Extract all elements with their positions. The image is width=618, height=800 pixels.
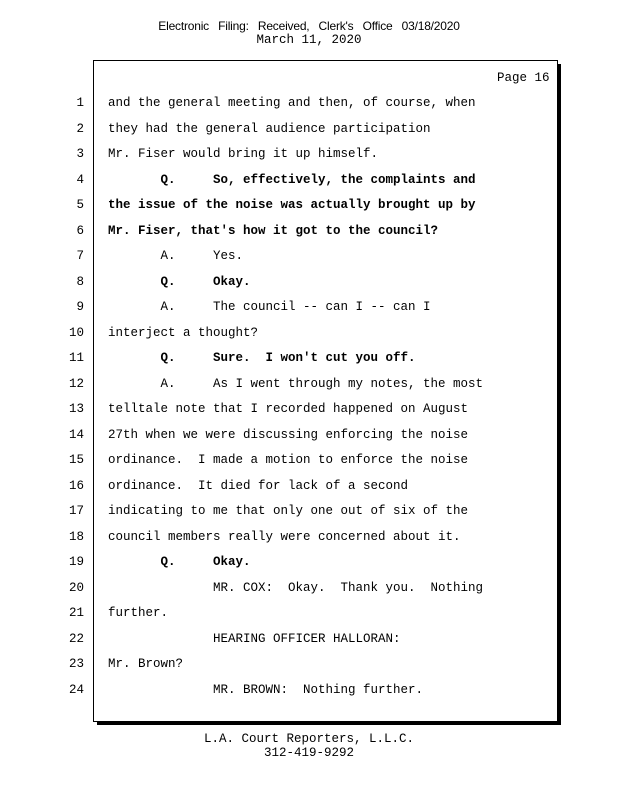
line-number: 9	[76, 300, 84, 314]
line-text: Mr. Brown?	[108, 657, 184, 671]
transcript-line	[0, 95, 618, 120]
line-text: telltale note that I recorded happened on August	[108, 402, 469, 416]
transcript-line	[0, 223, 618, 248]
line-number: 1	[76, 96, 84, 110]
line-number: 16	[68, 478, 84, 493]
line-number: 11	[68, 351, 84, 365]
line-number: 10	[68, 325, 84, 340]
transcript-line	[0, 427, 618, 452]
filing-header	[0, 19, 618, 47]
line-number: 17	[68, 504, 84, 518]
page-shadow-bottom	[97, 722, 561, 725]
page-number: Page 16	[497, 71, 550, 85]
transcript-line	[0, 248, 618, 273]
reporter-footer	[0, 732, 618, 760]
line-number: 22	[68, 631, 84, 646]
line-text: A. As I went through my notes, the most	[108, 376, 484, 391]
line-text: 27th when we were discussing enforcing the noise	[108, 427, 469, 442]
line-text: Mr. Fiser, that's how it got to the council?	[108, 223, 439, 238]
transcript-line	[0, 325, 618, 350]
line-text: ordinance. I made a motion to enforce the noise	[108, 453, 469, 467]
transcript-line	[0, 503, 618, 528]
line-number: 24	[68, 682, 84, 697]
line-text: HEARING OFFICER HALLORAN:	[108, 631, 401, 646]
line-text: interject a thought?	[108, 325, 259, 340]
transcript-line	[0, 274, 618, 299]
transcript-line	[0, 529, 618, 554]
line-number: 6	[76, 223, 84, 238]
transcript-line	[0, 682, 618, 707]
line-number: 14	[68, 427, 84, 442]
line-text: Q. Okay.	[108, 555, 251, 569]
transcript-line	[0, 452, 618, 477]
line-number: 3	[76, 147, 84, 161]
line-text: Mr. Fiser would bring it up himself.	[108, 147, 379, 161]
transcript-line	[0, 121, 618, 146]
line-number: 18	[68, 529, 84, 544]
line-text: Q. Sure. I won't cut you off.	[108, 351, 416, 365]
line-text: Q. Okay.	[108, 274, 251, 289]
line-text: A. The council -- can I -- can I	[108, 300, 431, 314]
transcript-line	[0, 376, 618, 401]
line-number: 4	[76, 172, 84, 187]
transcript-line	[0, 401, 618, 426]
transcript-line	[0, 554, 618, 579]
transcript-line	[0, 197, 618, 222]
line-text: and the general meeting and then, of course, when	[108, 96, 476, 110]
transcript-line	[0, 656, 618, 681]
transcript-line	[0, 605, 618, 630]
line-number: 21	[68, 606, 84, 620]
line-text: they had the general audience participation	[108, 121, 431, 136]
transcript-line	[0, 299, 618, 324]
transcript-line	[0, 631, 618, 656]
line-text: MR. COX: Okay. Thank you. Nothing	[108, 580, 484, 595]
line-number: 13	[68, 402, 84, 416]
reporter-phone: 312-419-9292	[263, 746, 354, 760]
efiling-stamp: Electronic Filing: Received, Clerk's Office 03/18/2020	[158, 19, 460, 33]
line-text: MR. BROWN: Nothing further.	[108, 682, 424, 697]
line-number: 20	[68, 580, 84, 595]
line-number: 5	[76, 198, 84, 212]
line-text: council members really were concerned about it.	[108, 529, 461, 544]
line-number: 23	[68, 657, 84, 671]
line-text: the issue of the noise was actually brought up by	[108, 198, 476, 212]
transcript-line	[0, 580, 618, 605]
line-number: 8	[76, 274, 84, 289]
line-number: 2	[76, 121, 84, 136]
line-number: 7	[76, 249, 84, 263]
transcript-line	[0, 146, 618, 171]
line-text: further.	[108, 606, 169, 620]
line-text: indicating to me that only one out of six of the	[108, 504, 469, 518]
line-text: ordinance. It died for lack of a second	[108, 478, 409, 493]
reporter-company: L.A. Court Reporters, L.L.C.	[203, 732, 415, 746]
line-number: 19	[68, 555, 84, 569]
transcript-line	[0, 478, 618, 503]
line-number: 15	[68, 453, 84, 467]
line-text: A. Yes.	[108, 249, 244, 263]
line-text: Q. So, effectively, the complaints and	[108, 172, 476, 187]
transcript-line	[0, 350, 618, 375]
transcript-line	[0, 172, 618, 197]
line-number: 12	[68, 376, 84, 391]
transcript-date: March 11, 2020	[256, 33, 362, 47]
